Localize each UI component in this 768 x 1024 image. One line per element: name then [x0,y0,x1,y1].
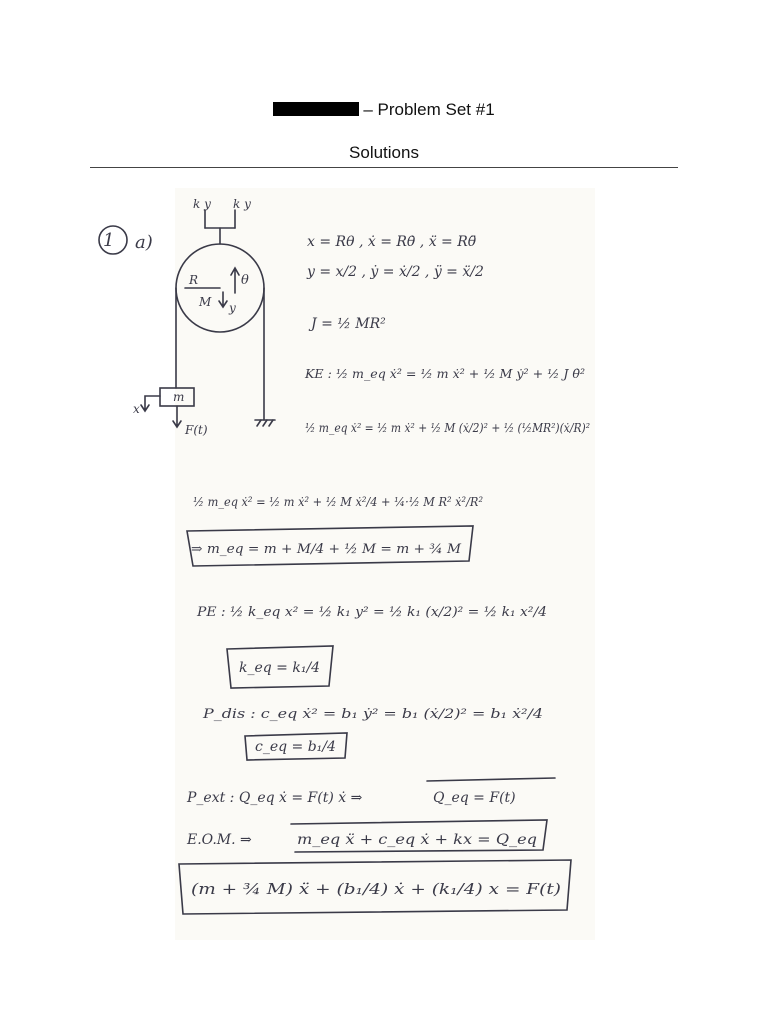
x-label: x [133,402,140,416]
pext-line: P_ext : Q_eq ẋ = F(t) ẋ ⇒ [187,790,363,806]
meq-result: ⇒ m_eq = m + M/4 + ½ M = m + ¾ M [191,542,462,557]
ke-line-1: KE : ½ m_eq ẋ² = ½ m ẋ² + ½ M ẏ² + ½ J θ̇² [303,366,585,381]
redacted-course-code [273,102,359,116]
kinematics-line-2: y = x/2 , ẏ = ẋ/2 , ÿ = ẍ/2 [307,264,484,280]
pulley-mass-label: M [199,295,212,309]
ceq-result: c_eq = b₁/4 [255,739,336,755]
problem-number: 1 [103,230,115,251]
header-divider [90,167,678,168]
y-label: y [229,301,236,315]
page-subtitle: Solutions [349,143,419,162]
theta-label: θ [241,273,249,288]
kinematics-line-1: x = Rθ , ẋ = Rθ̇ , ẍ = Rθ̈ [307,234,477,250]
part-label: a) [135,232,153,253]
eom-prefix: E.O.M. ⇒ [187,832,252,848]
handwritten-solution-scan [103,188,595,940]
force-arrow [173,406,181,427]
page-title [0,100,768,120]
block-mass-label: m [173,390,185,404]
eom-final: (m + ¾ M) ẍ + (b₁/4) ẋ + (k₁/4) x = F(t) [191,880,562,898]
pdis-line: P_dis : c_eq ẋ² = b₁ ẏ² = b₁ (ẋ/2)² = b₁ ẋ²/4 [201,707,544,722]
x-arrow [141,396,160,411]
ke-line-2: ½ m_eq ẋ² = ½ m ẋ² + ½ M (ẋ/2)² + ½ (½MR²)(ẋ/R)² [305,421,591,435]
problem-set-title: – Problem Set #1 [363,100,495,119]
inertia-line: J = ½ MR² [311,316,386,332]
spring-label-right: k y [233,197,251,211]
ke-line-3: ½ m_eq ẋ² = ½ m ẋ² + ½ M ẋ²/4 + ¼·½ M R² ẋ²/R² [193,494,483,509]
spring-label-left: k y [193,197,211,211]
eom-general: m_eq ẍ + c_eq ẋ + kx = Q_eq [297,832,538,848]
qeq-underline [427,778,555,781]
handwritten-solution-svg [103,188,595,940]
pe-line: PE : ½ k_eq x² = ½ k₁ y² = ½ k₁ (x/2)² = ½ k₁ x²/4 [195,605,547,620]
y-arrow [219,292,227,307]
qeq-result: Q_eq = F(t) [433,790,516,806]
theta-arrow [231,268,239,293]
force-label: F(t) [185,423,208,437]
radius-label: R [189,273,199,287]
keq-result: k_eq = k₁/4 [239,660,321,676]
